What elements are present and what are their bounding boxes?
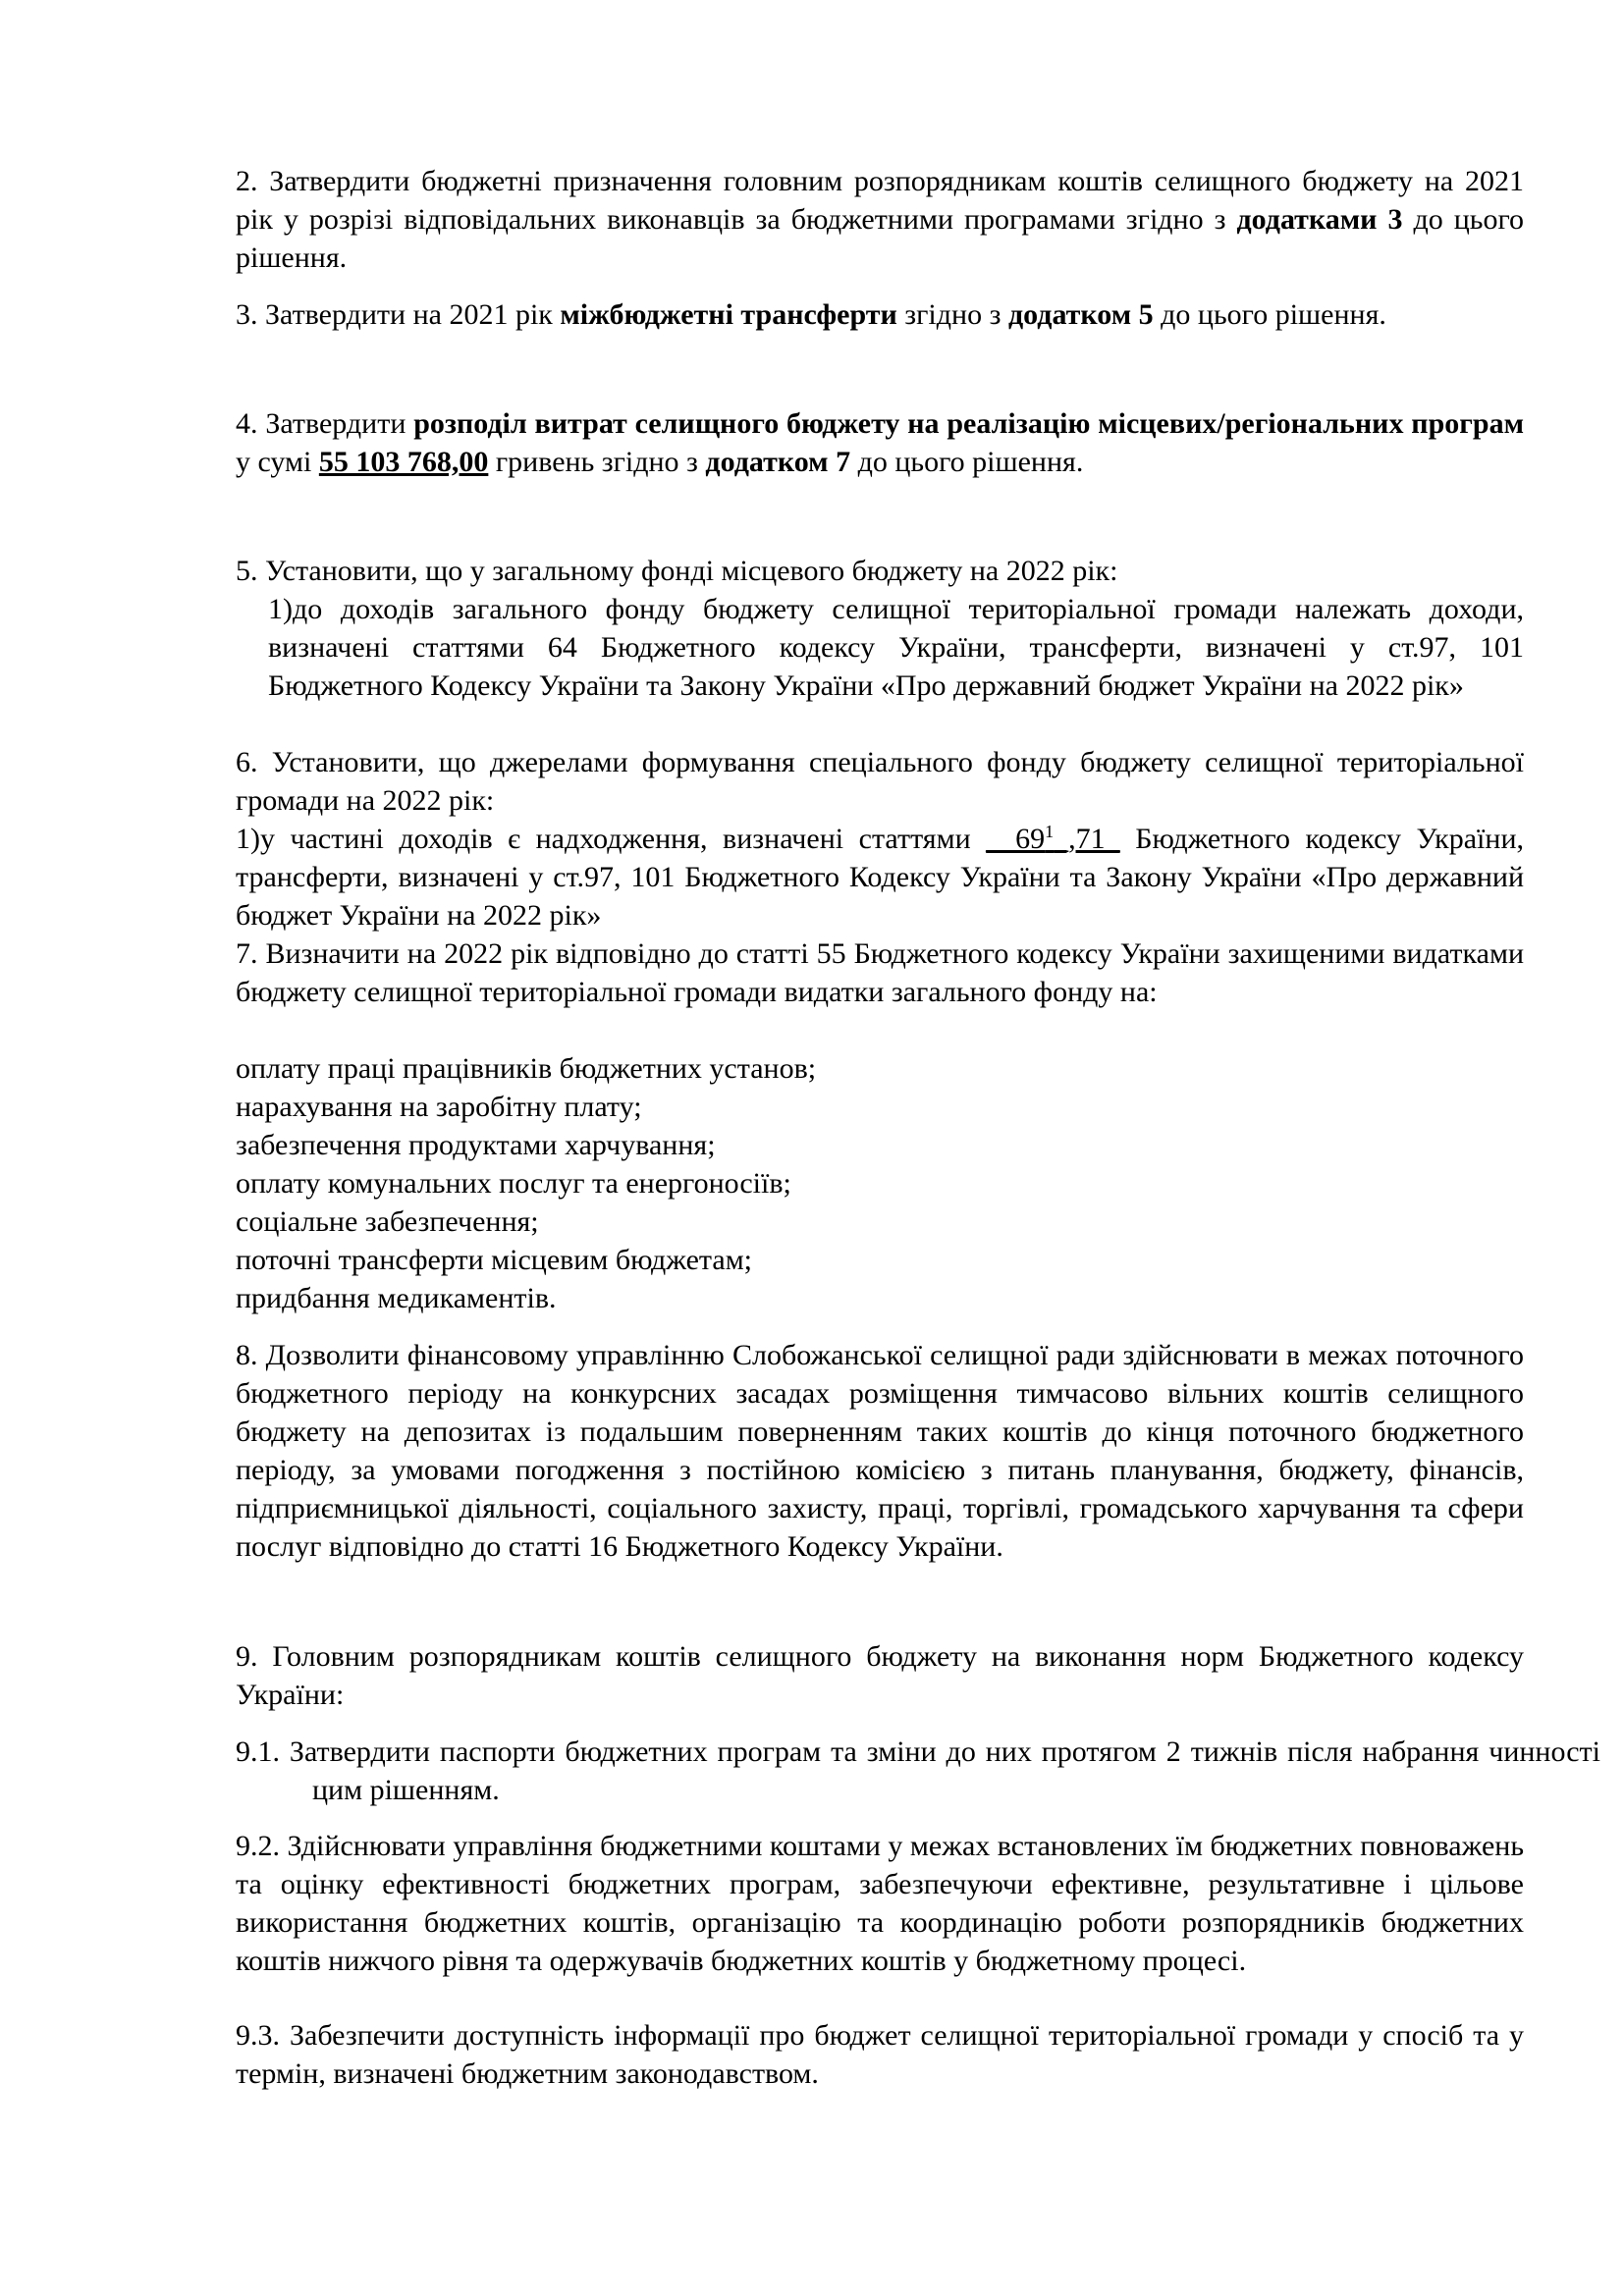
- paragraph-2: 2. Затвердити бюджетні призначення головним розпорядникам коштів селищного бюджету на 2021 рік у розрізі відповідальних виконавців за бюджетними програмами згідно з додатками 3 до цього рішення.: [236, 165, 1524, 274]
- bold-annex-3: додатками 3: [1236, 203, 1403, 236]
- list-item: оплату комунальних послуг та енергоносіїв;: [236, 1167, 791, 1200]
- amount-underlined: 55 103 768,00: [318, 446, 489, 478]
- paragraph-9-1: 9.1. Затвердити паспорти бюджетних програм та зміни до них протягом 2 тижнів після набрання чинності цим рішенням.: [236, 1735, 1600, 1806]
- list-item: соціальне забезпечення;: [236, 1205, 539, 1238]
- list-item: придбання медикаментів.: [236, 1282, 557, 1314]
- paragraph-6-item-1: 1)у частині доходів є надходження, визначені статтями $\_\_69^1\_,71\_$ Бюджетного кодексу України, трансферти, визначені у ст.97, 101 Бюджетного Кодексу України та Закону України «Про державний бюджет України на 2022 рік»: [236, 822, 1524, 932]
- bold-programs: розподіл витрат селищного бюджету на реалізацію місцевих/регіональних програм: [413, 407, 1524, 440]
- list-item: забезпечення продуктами харчування;: [236, 1129, 716, 1161]
- bold-annex-7: додатком 7: [705, 446, 851, 478]
- paragraph-4: 4. Затвердити розподіл витрат селищного бюджету на реалізацію місцевих/регіональних програм у сумі 55 103 768,00 гривень згідно з додатком 7 до цього рішення.: [236, 407, 1524, 478]
- paragraph-7-head: 7. Визначити на 2022 рік відповідно до статті 55 Бюджетного кодексу України захищеними видатками бюджету селищної територіальної громади видатки загального фонду на:: [236, 937, 1524, 1008]
- list-item: оплату праці працівників бюджетних установ;: [236, 1052, 817, 1085]
- bold-transfers: міжбюджетні трансферти: [560, 298, 897, 331]
- paragraph-6-head: 6. Установити, що джерелами формування спеціального фонду бюджету селищної територіальної громади на 2022 рік:: [236, 746, 1524, 817]
- list-item: нарахування на заробітну плату;: [236, 1091, 642, 1123]
- paragraph-8: 8. Дозволити фінансовому управлінню Слобожанської селищної ради здійснювати в межах поточного бюджетного періоду на конкурсних засадах розміщення тимчасово вільних коштів селищного бюджету на депозитах із подальшим поверненням таких коштів до кінця поточного бюджетного періоду, за умовами погодження з постійною комісією з питань планування, бюджету, фінансів, підприємницької діяльності, соціального захисту, праці, торгівлі, громадського харчування та сфери послуг відповідно до статті 16 Бюджетного Кодексу України.: [236, 1339, 1524, 1563]
- bold-annex-5: додатком 5: [1007, 298, 1154, 331]
- paragraph-3: 3. Затвердити на 2021 рік міжбюджетні трансферти згідно з додатком 5 до цього рішення.: [236, 298, 1386, 331]
- paragraph-9-3: 9.3. Забезпечити доступність інформації про бюджет селищної територіальної громади у спосіб та у термін, визначені бюджетним законодавством.: [236, 2019, 1524, 2090]
- protected-expenses-list: [236, 1049, 1524, 1317]
- paragraph-9: 9. Головним розпорядникам коштів селищного бюджету на виконання норм Бюджетного кодексу України:: [236, 1640, 1524, 1711]
- list-item: поточні трансферти місцевим бюджетам;: [236, 1244, 753, 1276]
- article-number-underlined: $\_\_69^1\_,71\_$: [986, 822, 1120, 855]
- paragraph-5-item-1: 1)до доходів загального фонду бюджету селищної територіальної громади належать доходи, визначені статтями 64 Бюджетного кодексу України, трансферти, визначені у ст.97, 101 Бюджетного Кодексу України та Закону України «Про державний бюджет України на 2022 рік»: [268, 593, 1524, 702]
- paragraph-9-2: 9.2. Здійснювати управління бюджетними коштами у межах встановлених їм бюджетних повноважень та оцінку ефективності бюджетних програм, забезпечуючи ефективне, результативне і цільове використання бюджетних коштів, організацію та координацію роботи розпорядників бюджетних коштів нижчого рівня та одержувачів бюджетних коштів у бюджетному процесі.: [236, 1830, 1524, 1977]
- paragraph-5-head: 5. Установити, що у загальному фонді місцевого бюджету на 2022 рік:: [236, 555, 1118, 587]
